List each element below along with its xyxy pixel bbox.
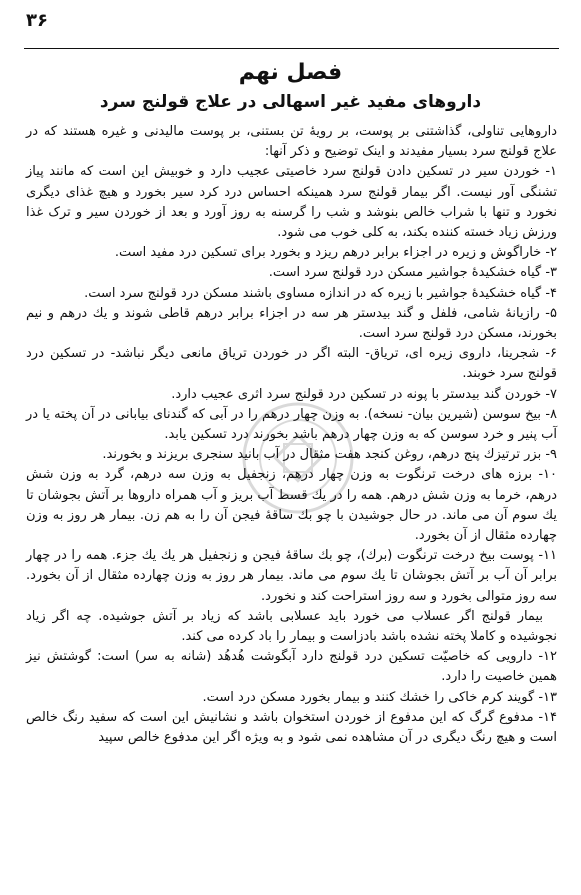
paragraph-item-9: ۹- بزر ترتیزك پنج درهم، روغن کنجد هفت مثقال در آب بانید سنجری بریزند و بخورند. (102, 447, 557, 463)
paragraph-intro: داروهایی تناولی، گذاشتنی بر پوست، بر رویهٔ تن بستنی، بر پوست مالیدنی و غیره هستند که در علاج قولنج سرد بسیار مفیدند و اینک توضیح و ذکر آنها: (26, 124, 557, 160)
body-text (26, 122, 557, 748)
paragraph-item-8: ۸- بیخ سوسن (شیرین بیان- نسخه). به وزن چهار درهم را در آبی که گندنای بیابانی در آن پخته یا در آب پنیر و خرد سوسن که به وزن چهار درهم باشد بخورند درد تسکین یابد. (26, 406, 557, 443)
section-title: داروهای مفید غیر اسهالی در علاج قولنج سرد (99, 92, 482, 112)
paragraph-note: بیمار قولنج اگر عسلاب می خورد باید عسلابی باشد که زیاد بر آتش جوشیده. چه اگر زیاد نجوشیده و کاملا پخته نشده باشد بادزاست و بیمار را باد کرده می کند. (26, 608, 557, 645)
paragraph-item-12: ۱۲- دارویی که خاصیّت تسکین درد قولنج دارد آبگوشت هُدهُد (شانه به سر) است: گوشتش نیز همین خاصیت را دارد. (26, 649, 557, 685)
paragraph-item-10: ۱۰- برزه های درخت ترنگوت به وزن چهار درهم، زنجفیل به وزن سه درهم، گرد به وزن شش درهم، خرما به وزن شش درهم. همه را در یك قسط آب بریز و آب همراه داروها بر آتش بجوشان تا یك سوم آن می ماند. در حال جوشیدن با چو بك ساقهٔ فیجن آن را به هم زن. بیمار هر روز به وزن چهارده مثقال از آن بخورد. (26, 467, 557, 544)
chapter-title: فصل نهم (238, 60, 343, 85)
paragraph-item-14: ۱۴- مدفوع گرگ که این مدفوع از خوردن استخوان باشد و نشانیش این است که سفید رنگ خالص است و هیچ رنگ دیگری در آن مشاهده نمی شود و به ویژه اگر این مدفوع خالص سپید (26, 709, 557, 746)
header-rule (24, 48, 559, 49)
paragraph-item-7: ۷- خوردن گند بیدستر با پونه در تسکین درد قولنج سرد اثری عجیب دارد. (171, 386, 557, 402)
paragraph-item-1: ۱- خوردن سیر در تسکین دادن قولنج سرد خاصیتی عجیب دارد و خوبیش این است که مانند پیاز تشنگی آور نیست. اگر بیمار قولنج سرد همینکه احساس درد کرد سیر بخورد و هیچ غذای دیگری نخورد و تنها با شراب خالص بنوشد و شب را گرسنه به روز آورد و بعد از خوردن سیر و ترک غذا ورزش زیاد خسته کننده بکند، به کلی خوب می شود. (26, 164, 557, 241)
page-number: ۳۶ (26, 10, 48, 31)
paragraph-item-5: ۵- رازیانهٔ شامی، فلفل و گند بیدستر هر سه در اجزاء برابر درهم قاطی شوند و یك درهم و نیم بخورند، مسکن درد قولنج سرد است. (26, 305, 557, 342)
paragraph-item-13: ۱۳- گویند کرم خاکی را خشك کنند و بیمار بخورد مسکن درد است. (202, 689, 557, 705)
paragraph-item-11: ۱۱- پوست بیخ درخت ترنگوت (برك)، چو بك ساقهٔ فیجن و زنجفیل هر یك یك جزء. همه را در چهار برابر آن آب بر آتش بجوشان تا یك سوم می ماند. بیمار هر روز به وزن چهارده مثقال از آن بخورد. سه روز متوالی بخورد و سه روز استراحت کند و نخورد. (26, 548, 557, 604)
paragraph-item-4: ۴- گیاه خشکیدهٔ جواشیر با زیره که در اندازه مساوی باشند مسکن درد قولنج سرد است. (84, 285, 557, 301)
paragraph-item-3: ۳- گیاه خشکیدهٔ جواشیر مسکن درد قولنج سرد است. (268, 265, 557, 281)
paragraph-item-6: ۶- شجرینا، داروی زیره ای، تریاق- البته اگر در خوردن تریاق مانعی دیگر نباشد- در تسکین درد قولنج سرد خوبند. (26, 346, 557, 382)
paragraph-item-2: ۲- خاراگوش و زیره در اجزاء برابر درهم ریزد و بخورد برای تسکین درد مفید است. (114, 245, 557, 261)
